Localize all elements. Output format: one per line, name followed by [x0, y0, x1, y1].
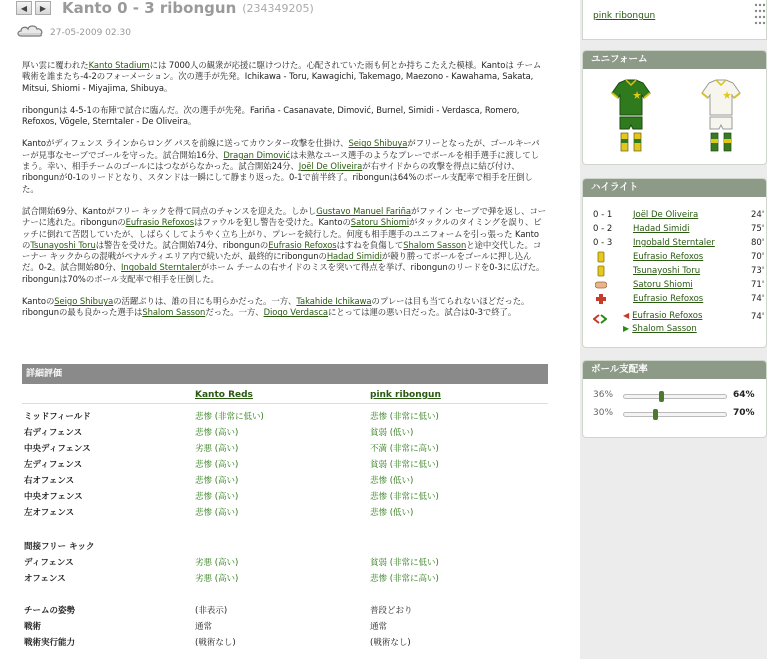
rating-row — [22, 600, 548, 616]
player-link[interactable]: Shalom Sasson — [403, 239, 467, 250]
report-text: 試合開始69分、Kantoがフリー キックを得て同点のチャンスを迎えた。しかし — [22, 205, 317, 216]
highlight-score: 0 - 1 — [593, 210, 613, 220]
report-paragraph — [22, 60, 547, 94]
highlight-player-link[interactable]: Ingobald Sterntaler — [633, 238, 715, 248]
highlight-row — [593, 293, 767, 306]
highlight-player-link[interactable]: Satoru Shiomi — [633, 280, 693, 290]
highlight-minute: 74' — [751, 294, 765, 304]
weather-row — [16, 22, 131, 38]
highlights-box — [582, 178, 767, 348]
back-button[interactable] — [16, 1, 32, 15]
highlight-player-link[interactable]: Tsunayoshi Toru — [633, 266, 701, 276]
team2-rating: 普段どおり — [370, 606, 413, 616]
highlight-minute: 71' — [751, 280, 765, 290]
possession-box — [582, 360, 767, 438]
report-text: だった。一方、 — [205, 307, 264, 318]
substitution-minute: 74' — [751, 312, 765, 322]
team1-rating: 劣悪 (高い) — [195, 444, 239, 454]
possession-marker — [659, 391, 664, 402]
team1-rating: 悲惨 (高い) — [195, 492, 239, 502]
player-link[interactable]: Dragan Dimović — [223, 149, 291, 160]
team2-rating: 悲惨 (非常に低い) — [370, 492, 439, 502]
player-link[interactable]: Joël De Oliveira — [298, 161, 363, 172]
setpiece-heading-row — [22, 536, 548, 552]
forward-button[interactable] — [35, 1, 51, 15]
team2-rating: 悲惨 (非常に低い) — [370, 412, 439, 422]
sidebar — [580, 0, 767, 659]
report-text: は警告を受けた。試合開始74分、ribongunの — [95, 239, 269, 250]
team1-link[interactable]: Kanto Reds — [195, 390, 253, 400]
yellow-card-icon — [595, 251, 607, 263]
report-text: がファイン セーブで弾を返し、コーナーに逃れた。ribongunの — [22, 205, 547, 228]
player-link[interactable]: Hadad Simidi — [326, 251, 382, 262]
sub-in-wrap — [623, 324, 697, 334]
player-link[interactable]: Seigo Shibuya — [348, 138, 408, 149]
possession-bar — [623, 412, 727, 417]
report-paragraph — [22, 105, 547, 128]
rating-label: 左オフェンス — [24, 508, 75, 518]
rating-row — [22, 616, 548, 632]
evaluation-heading: 詳細評価 — [22, 364, 548, 384]
highlight-minute: 73' — [751, 266, 765, 276]
player-link[interactable]: Seigo Shibuya — [54, 296, 114, 307]
rating-label: 左ディフェンス — [24, 460, 83, 470]
team1-rating: 悲惨 (高い) — [195, 428, 239, 438]
report-text: はファウルを犯し警告を受けた。Kantoの — [194, 217, 351, 228]
uniform-title: ユニフォーム — [583, 51, 766, 69]
report-text: 厚い雲に覆われた — [22, 60, 89, 70]
cloud-icon — [16, 22, 44, 38]
report-text: には 7000人の観衆が応援に駆けつけた。心配されていた雨も何とか持ちこたえた模様。Kantoは チーム戦術を誰またち-4-2のフォーメーション。次の選手が先発。Ichikawa - Toru, Kawagichi, Takemago, Maezono - Kawahama, Sakata, Mitsui, Shiomi - Miyajima, Shibuya。 — [22, 60, 542, 93]
highlight-minute: 80' — [751, 238, 765, 248]
home-possession: 30% — [593, 408, 614, 418]
uniform-box — [582, 50, 767, 165]
report-text: ribongunは 4-5-1の布陣で試合に臨んだ。次の選手が先発。Fariña - Casanavate, Dimović, Burnel, Simidi - Verdasca, Romero, Refoxos, Vögele, Sterntaler - De Oliveira。 — [22, 104, 520, 127]
highlight-score: 0 - 3 — [593, 238, 613, 248]
report-text: はすねを負傷して — [336, 239, 404, 250]
rating-label: 右ディフェンス — [24, 428, 83, 438]
possession-title: ボール支配率 — [583, 361, 766, 379]
evaluation-team-header — [22, 384, 548, 404]
rating-label: 中央ディフェンス — [24, 444, 91, 454]
highlight-player-link[interactable]: Eufrasio Refoxos — [633, 294, 704, 304]
home-possession: 36% — [593, 390, 614, 400]
highlight-score: 0 - 2 — [593, 224, 613, 234]
player-link[interactable]: Eufrasio Refoxos — [125, 217, 195, 228]
team1-rating: (戦術なし) — [195, 638, 236, 648]
rating-rows — [22, 406, 548, 518]
player-link[interactable]: Kanto Stadium — [88, 60, 150, 70]
arrow-out-icon: ◀ — [623, 311, 630, 320]
rating-row — [22, 454, 548, 470]
home-kit-icon — [611, 79, 651, 159]
report-text: がタックルのタイミングを誤り、ピッチに倒れて苦悶していたが、しばらくしてようやく立ち上がり、プレーを続行した。何度も相手選手のユニフォームを引っ張った Kantoの — [22, 217, 542, 250]
away-possession: 70% — [733, 408, 755, 418]
team1-rating: 悲惨 (高い) — [195, 476, 239, 486]
player-link[interactable]: Ingobald Sterntaler — [121, 262, 201, 273]
rating-row — [22, 406, 548, 422]
rating-label: ディフェンス — [24, 558, 74, 568]
team2-rating: 通常 — [370, 622, 388, 632]
report-text: が競り勝ってボールをゴールに押し込んだ。0-2。試合開始80分、 — [22, 251, 532, 273]
player-link[interactable]: Shalom Sasson — [142, 307, 206, 318]
highlight-row — [593, 279, 767, 292]
report-text: が右サイドからの攻撃を得点に結び付け、ribongunが0-1のリードとなり、スタンドは一瞬にして静まり返った。0-1で前半終了。ribongunは64%のボール支配率で相手を圧倒した。 — [22, 161, 533, 194]
possession-marker — [653, 409, 658, 420]
report-text: がフリーとなったが、ゴールキーパーが見事なセーブでゴールを守った。試合開始16分、 — [22, 138, 540, 160]
highlight-row — [593, 209, 767, 222]
highlight-row — [593, 237, 767, 250]
rating-label: チームの姿勢 — [24, 606, 76, 616]
substitution-icon — [593, 313, 607, 325]
rating-label: 戦術実行能力 — [24, 638, 76, 648]
rating-row — [22, 568, 548, 584]
match-id: (234349205) — [242, 1, 314, 15]
player-link[interactable]: Diogo Verdasca — [263, 307, 328, 318]
arrow-right-icon: ▶ — [39, 3, 47, 13]
highlight-minute: 70' — [751, 252, 765, 262]
arrow-in-icon: ▶ — [623, 324, 630, 333]
report-text: の活躍ぶりは、誰の目にも明らかだった。一方、 — [113, 296, 297, 307]
match-datetime: 27-05-2009 02.30 — [50, 28, 131, 38]
team2-rating: 悲惨 (低い) — [370, 476, 414, 486]
player-link[interactable]: Takahide Ichikawa — [296, 296, 372, 307]
rating-label: ミッドフィールド — [24, 412, 91, 422]
setpiece-heading: 間接フリー キック — [24, 542, 95, 552]
team2-rating: (戦術なし) — [370, 638, 411, 648]
player-link[interactable]: Eufrasio Refoxos — [268, 239, 337, 250]
sub-out-player-link[interactable]: Eufrasio Refoxos — [632, 311, 703, 321]
team2-rating: 悲惨 (低い) — [370, 508, 414, 518]
yellow-card-icon — [595, 265, 607, 277]
team2-rating: 貧弱 (低い) — [370, 428, 414, 438]
team2-rating: 貧弱 (非常に低い) — [370, 460, 439, 470]
highlights-title: ハイライト — [583, 179, 766, 197]
report-text: にとっては運の悪い日だった。試合は0-3で終了。 — [327, 307, 517, 318]
match-report-text — [22, 60, 547, 330]
report-paragraph — [22, 206, 547, 285]
team1-rating: 悲惨 (高い) — [195, 508, 239, 518]
player-link[interactable]: Tsunayoshi Toru — [30, 239, 96, 250]
team2-rating: 不満 (非常に高い) — [370, 444, 439, 454]
player-link[interactable]: Gustavo Manuel Fariña — [316, 205, 411, 216]
away-kit-icon — [701, 79, 741, 159]
team1-rating: 悲惨 (高い) — [195, 460, 239, 470]
rating-label: オフェンス — [24, 574, 66, 584]
team2-rating: 悲惨 (非常に高い) — [370, 574, 439, 584]
rating-row — [22, 470, 548, 486]
team2-rating: 貧弱 (非常に低い) — [370, 558, 439, 568]
grid-dots-icon — [753, 2, 767, 30]
highlight-player-link[interactable]: Hadad Simidi — [633, 224, 690, 234]
substitution-row — [593, 311, 767, 337]
team1-rating: 劣悪 (高い) — [195, 558, 239, 568]
top-box — [582, 0, 767, 40]
team1-rating: 悲惨 (非常に低い) — [195, 412, 264, 422]
rating-row — [22, 486, 548, 502]
sub-out-wrap — [623, 311, 702, 321]
possession-row — [593, 389, 767, 405]
team1-rating: (非表示) — [195, 606, 228, 616]
match-header — [16, 0, 314, 16]
report-text: は未熟なユース選手のようなプレーでボールを相手選手に渡してしまう。幸い、相手チームのゴールにはつながらなかった。試合開始24分、 — [22, 149, 539, 172]
report-text: Kantoの — [22, 296, 55, 307]
team1-rating: 通常 — [195, 622, 213, 632]
team2-link[interactable]: pink ribongun — [370, 390, 441, 400]
highlight-row — [593, 223, 767, 236]
report-text: Kantoがディフェンス ラインからロング パスを前線に送ってカウンター攻撃を仕掛け、 — [22, 138, 349, 149]
arrow-left-icon: ◀ — [20, 3, 28, 13]
rating-row — [22, 632, 548, 648]
report-paragraph — [22, 138, 547, 194]
report-text: と途中交代した。コーナー キックからの混戦がペナルティエリア内で続いたが、最終的にribongunの — [22, 239, 542, 262]
rating-label: 戦術 — [24, 622, 42, 632]
bandage-icon — [595, 279, 607, 291]
injury-cross-icon — [595, 293, 607, 305]
rating-row — [22, 438, 548, 454]
report-text: のプレーは目も当てられないほどだった。ribongunの最も良かった選手は — [22, 296, 530, 318]
top-team-link[interactable]: pink ribongun — [593, 11, 656, 21]
setpiece-rows — [22, 552, 548, 584]
highlight-minute: 75' — [751, 224, 765, 234]
possession-bar — [623, 394, 727, 399]
highlight-row — [593, 251, 767, 264]
sub-in-player-link[interactable]: Shalom Sasson — [632, 324, 697, 334]
report-paragraph — [22, 296, 547, 319]
team1-rating: 劣悪 (高い) — [195, 574, 239, 584]
highlight-player-link[interactable]: Eufrasio Refoxos — [633, 252, 704, 262]
highlight-row — [593, 265, 767, 278]
rating-label: 中央オフェンス — [24, 492, 83, 502]
rating-row — [22, 552, 548, 568]
player-link[interactable]: Satoru Shiomi — [350, 217, 409, 228]
match-title: Kanto 0 - 3 ribongun — [62, 0, 237, 17]
misc-rows — [22, 600, 548, 648]
detailed-evaluation — [22, 364, 548, 648]
rating-label: 右オフェンス — [24, 476, 75, 486]
highlight-player-link[interactable]: Joël De Oliveira — [633, 210, 699, 220]
report-text: がホーム チームの右サイドのミスを突いて得点を挙げ、ribongunのリードを0-3に広げた。ribongunは70%のボール支配率で相手を圧倒した。 — [22, 262, 545, 284]
rating-row — [22, 502, 548, 518]
away-possession: 64% — [733, 390, 755, 400]
rating-row — [22, 422, 548, 438]
possession-row — [593, 407, 767, 423]
highlight-minute: 24' — [751, 210, 765, 220]
